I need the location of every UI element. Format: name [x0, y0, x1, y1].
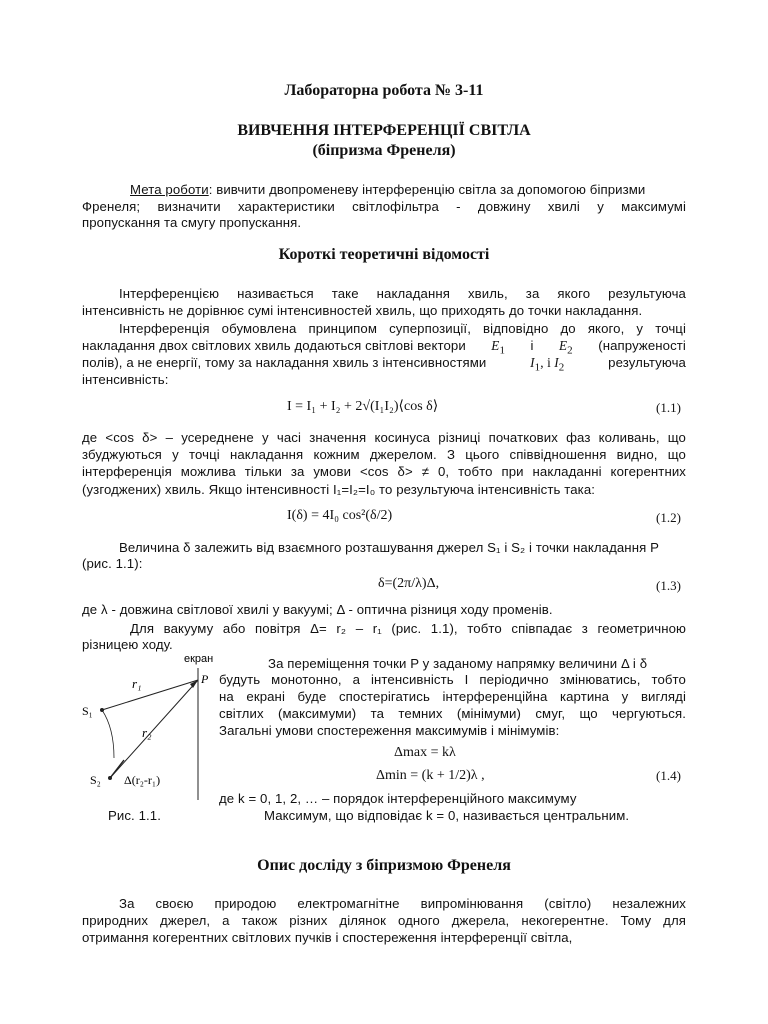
theory-heading: Короткі теоретичні відомості — [278, 246, 490, 263]
theory-p8: де k = 0, 1, 2, … – порядок інтерференційного максимуму — [219, 791, 577, 806]
theory-p3-l4: (узгоджених) хвиль. Якщо інтенсивності I₁=I₂=I₀ то результуюча інтенсивність така: — [82, 482, 596, 497]
p2-text-l3a: полів), а не енергії, тому за накладання хвиль з інтенсивностями — [82, 355, 487, 370]
theory-p2-l2 — [82, 338, 686, 357]
equation-1-4a: Δmax = kλ — [394, 745, 456, 760]
equation-1-1-number: (1.1) — [656, 400, 681, 415]
intensities-i1-i2: $I_1$, і $I_2$ — [530, 355, 565, 374]
subtitle: (біпризма Френеля) — [312, 142, 456, 159]
equation-1-4b: Δmin = (k + 1/2)λ , — [376, 768, 485, 783]
theory-p5: де λ - довжина світлової хвилі у вакуумі; Δ - оптична різниця ходу променів. — [82, 602, 553, 617]
theory-p3-l1: де <cos δ> – усереднене у часі значення косинуса різниці початкових фаз коливань, що — [82, 430, 686, 445]
theory-p1-l2: інтенсивність не дорівнює сумі інтенсивностей хвиль, що приходять до точки накладання. — [82, 303, 643, 318]
theory-p2-l4: інтенсивність: — [82, 372, 169, 387]
theory-p7-l2: будуть монотонно, а інтенсивність I періодично змінюватись, тобто — [219, 672, 686, 687]
source-s1-dot — [100, 708, 104, 712]
point-p-label: P — [201, 672, 209, 686]
equation-1-3-number: (1.3) — [656, 578, 681, 593]
experiment-l1: За своєю природою електромагнітне випромінювання (світло) незалежних — [119, 896, 686, 911]
r1-label: r₁ — [132, 676, 142, 691]
theory-p7-l5: Загальні умови спостереження максимумів і мінімумів: — [219, 723, 560, 738]
ray-r1 — [102, 680, 198, 710]
arc-equal-path — [102, 710, 114, 758]
lab-title: Лабораторна робота № 3-11 — [284, 82, 484, 99]
figure-1-1 — [80, 650, 230, 800]
theory-p9: Максимум, що відповідає k = 0, називається центральним. — [264, 808, 630, 823]
aim-line-2: Френеля; визначити характеристики світлофільтра - довжину хвилі у максимумі — [82, 199, 686, 214]
equation-1-4-number: (1.4) — [656, 768, 681, 783]
experiment-heading: Опис досліду з біпризмою Френеля — [257, 857, 511, 874]
vector-e1: $E_1$ — [491, 338, 506, 357]
theory-p7-l3: на екрані буде спостерігатись інтерференційна картина у вигляді — [219, 689, 686, 704]
theory-p3-l3: інтерференція можлива тільки за умови <cos δ> ≠ 0, тобто при накладанні когерентних — [82, 464, 686, 479]
equation-1-3: δ=(2π/λ)Δ, — [378, 576, 440, 591]
equation-1-2-number: (1.2) — [656, 510, 681, 525]
p2-text-l3b: результуюча — [608, 355, 686, 370]
path-difference-segment — [110, 760, 124, 778]
theory-p7-l4: світлих (максимуми) та темних (мінімуми) смуг, що чергуються. — [219, 706, 686, 721]
theory-p6-l2: різницею ходу. — [82, 637, 173, 652]
equation-1-1: I = I₁ + I₂ + 2√(I₁I₂)⟨cos δ⟩ — [287, 399, 439, 414]
s2-label: S₂ — [90, 773, 101, 787]
experiment-l2: природних джерел, а також різних ділянок одного джерела, некогерентне. Тому для — [82, 913, 686, 928]
s1-label: S₁ — [82, 704, 93, 718]
theory-p6-l1: Для вакууму або повітря Δ= r₂ – r₁ (рис. 1.1), тобто співпадає з геометричною — [130, 621, 686, 636]
theory-p3-l2: збуджуються у точці накладання кожним джерелом. З цього співвідношення видно, що — [82, 447, 686, 462]
main-title: ВИВЧЕННЯ ІНТЕРФЕРЕНЦІЇ СВІТЛА — [237, 122, 531, 139]
delta-label: Δ(r₂-r₁) — [124, 773, 161, 787]
vector-e2: $E_2$ — [559, 338, 573, 357]
p2-text-b: і — [530, 338, 534, 353]
theory-p4-l2: (рис. 1.1): — [82, 556, 143, 571]
aim-line-3: пропускання та смугу пропускання. — [82, 215, 302, 230]
r2-label: r₂ — [142, 725, 152, 740]
equation-1-2: I(δ) = 4I₀ cos²(δ/2) — [287, 508, 393, 523]
source-s2-dot — [108, 776, 112, 780]
theory-p7-l1: За переміщення точки P у заданому напрямку величини Δ і δ — [268, 656, 648, 671]
screen-label: екран — [184, 653, 214, 665]
theory-p2-l1: Інтерференція обумовлена принципом суперпозиції, відповідно до якого, у точці — [119, 321, 686, 336]
p2-text-c: (напруженості — [598, 338, 686, 353]
p2-text-a: накладання двох світлових хвиль додаються світлові вектори — [82, 338, 466, 353]
aim-label: Мета роботи — [130, 182, 209, 197]
theory-p2-l3 — [82, 355, 686, 374]
experiment-l3: отримання когерентних світлових пучків і спостереження інтерференції світла, — [82, 930, 573, 945]
theory-p4-l1: Величина δ залежить від взаємного розташування джерел S₁ і S₂ і точки накладання P — [119, 540, 659, 555]
ray-r2 — [110, 680, 198, 778]
figure-caption: Рис. 1.1. — [108, 808, 161, 823]
aim-text-1: : вивчити двопроменеву інтерференцію світла за допомогою біпризми — [208, 182, 646, 197]
theory-p1-l1: Інтерференцією називається таке накладання хвиль, за якого результуюча — [119, 286, 686, 301]
aim-line-1 — [82, 182, 686, 197]
